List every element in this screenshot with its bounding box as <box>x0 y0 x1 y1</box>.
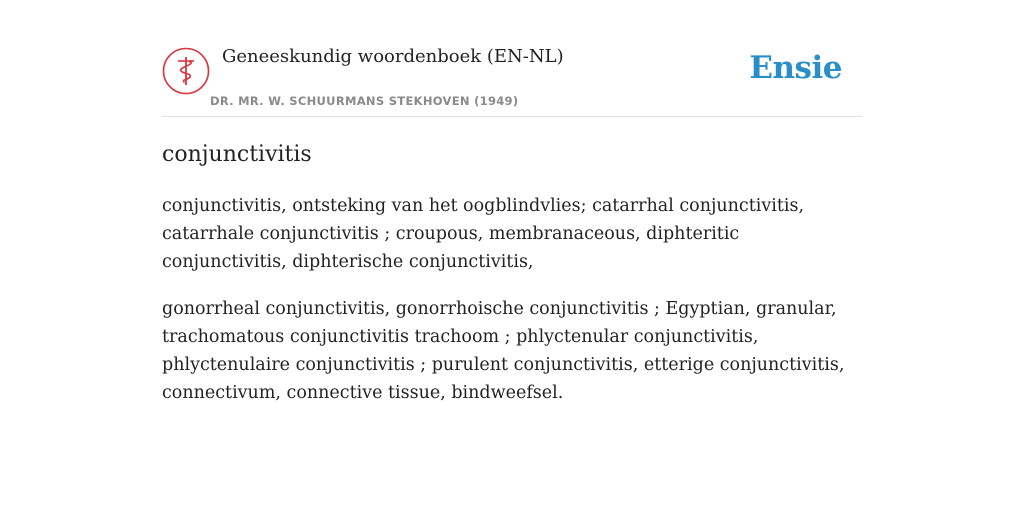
ensie-logo-link[interactable]: Ensie <box>749 50 842 86</box>
dictionary-title[interactable]: Geneeskundig woordenboek (EN-NL) <box>222 46 564 67</box>
entry-paragraph: gonorrheal conjunctivitis, gonorrhoische conjunctivitis ; Egyptian, granular, trachomatous conjunctivitis trachoom ; phlyctenular conjunctivitis, phlyctenulaire conjunctivitis ; purulent conjunctivitis, etterige conjunctivitis, connectivum, connective tissue, bindweefsel. <box>162 299 845 403</box>
caduceus-icon[interactable] <box>162 47 210 95</box>
entry-term: conjunctivitis <box>162 142 312 167</box>
page-content <box>162 0 862 407</box>
entry-paragraph: conjunctivitis, ontsteking van het oogblindvlies; catarrhal conjunctivitis, catarrhale conjunctivitis ; croupous, membranaceous, diphteritic conjunctivitis, diphterische conjunctivitis, <box>162 196 805 272</box>
dictionary-author: DR. MR. W. SCHUURMANS STEKHOVEN (1949) <box>210 94 519 108</box>
dictionary-header <box>162 0 862 117</box>
